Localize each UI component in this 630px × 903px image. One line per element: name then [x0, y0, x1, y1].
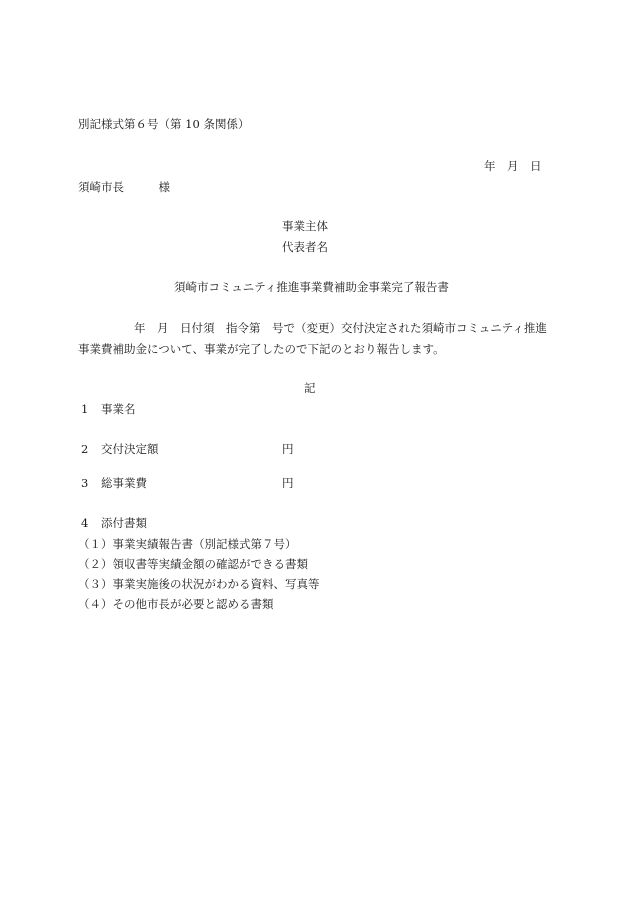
- date-line: 年 月 日: [484, 159, 542, 173]
- body-text-line-1: 年 月 日付須 指令第 号で（変更）交付決定された須崎市コミュニティ推進: [134, 321, 547, 335]
- attachment-item-3: （３）事業実施後の状況がわかる資料、写真等: [78, 577, 320, 591]
- attachment-item-1: （１）事業実績報告書（別記様式第７号）: [78, 537, 297, 551]
- item-unit: 円: [282, 442, 294, 456]
- attachment-item-2: （２）領収書等実績金額の確認ができる書類: [78, 557, 308, 571]
- item-label: 総事業費: [101, 476, 147, 490]
- attachments-heading: 添付書類: [101, 516, 147, 530]
- item-number: 2: [81, 442, 89, 456]
- item-label: 事業名: [101, 402, 136, 416]
- form-label: 別記様式第６号（第 10 条関係）: [78, 117, 250, 131]
- body-text-line-2: 事業費補助金について、事業が完了したので下記のとおり報告します。: [78, 342, 445, 356]
- attachment-item-4: （４）その他市長が必要と認める書類: [78, 597, 274, 611]
- item-label: 交付決定額: [101, 442, 159, 456]
- item-unit: 円: [282, 476, 294, 490]
- addressee: 須崎市長 様: [78, 180, 170, 194]
- attachments-number: 4: [81, 516, 89, 530]
- business-entity-label: 事業主体: [282, 219, 328, 233]
- representative-label: 代表者名: [282, 240, 328, 254]
- document-title: 須崎市コミュニティ推進事業費補助金事業完了報告書: [174, 280, 449, 294]
- item-number: 3: [81, 476, 89, 490]
- item-number: 1: [81, 402, 89, 416]
- ki-heading: 記: [304, 381, 316, 395]
